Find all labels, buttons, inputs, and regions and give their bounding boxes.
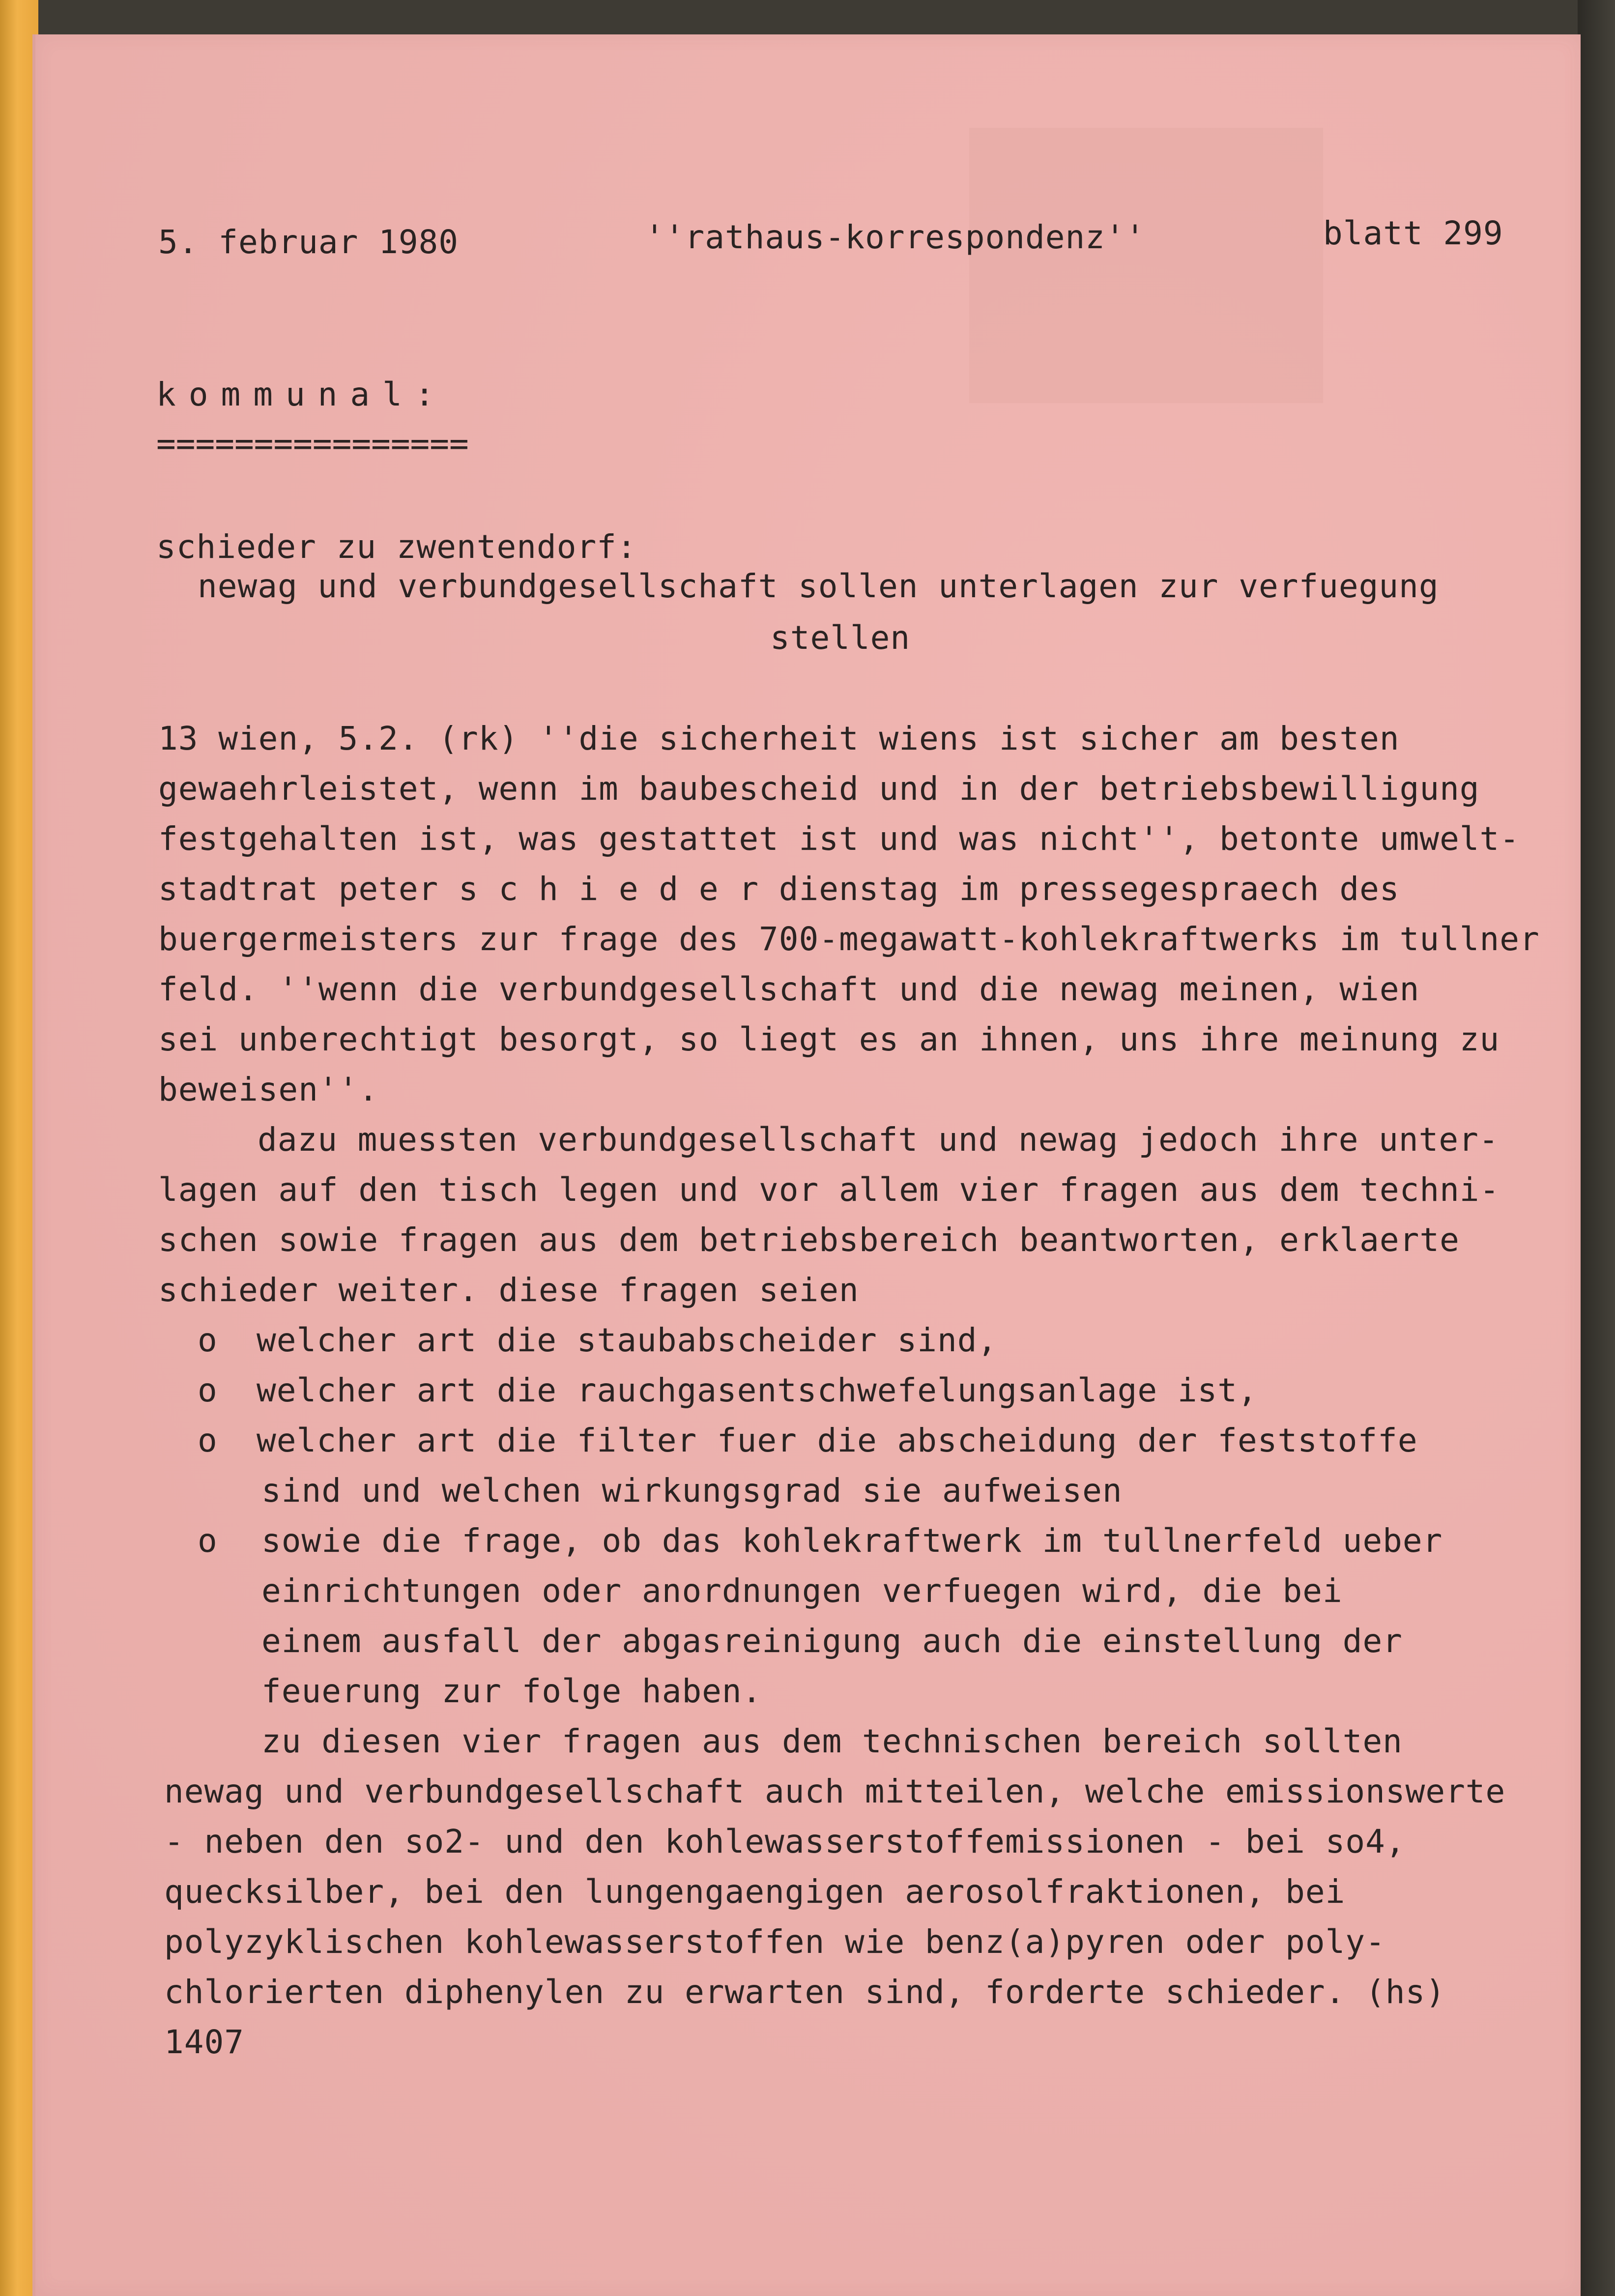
bullet-mark: o <box>198 1371 218 1409</box>
body-line: zu diesen vier fragen aus dem technischen bereich sollten <box>261 1722 1403 1760</box>
body-line: - neben den so2- und den kohlewasserstoffemissionen - bei so4, <box>164 1823 1406 1860</box>
bullet-text-continued: einem ausfall der abgasreinigung auch die einstellung der <box>261 1622 1403 1660</box>
bullet-text: sowie die frage, ob das kohlekraftwerk im tullnerfeld ueber <box>261 1522 1443 1560</box>
headline-line-3: stellen <box>770 619 911 657</box>
body-line: lagen auf den tisch legen und vor allem vier fragen aus dem techni- <box>158 1171 1500 1209</box>
bullet-text-continued: einrichtungen oder anordnungen verfuegen wird, die bei <box>261 1572 1343 1610</box>
header-sheet: blatt 299 <box>1323 214 1503 252</box>
bullet-text: welcher art die rauchgasentschwefelungsanlage ist, <box>257 1371 1258 1409</box>
body-line: schieder weiter. diese fragen seien <box>158 1271 859 1309</box>
body-line: quecksilber, bei den lungengaengigen aerosolfraktionen, bei <box>164 1873 1346 1911</box>
bullet-text-continued: feuerung zur folge haben. <box>261 1672 762 1710</box>
header-publication: ''rathaus-korrespondenz'' <box>645 218 1146 256</box>
bullet-mark: o <box>198 1321 218 1359</box>
body-line: beweisen''. <box>158 1071 379 1108</box>
body-line: buergermeisters zur frage des 700-megawatt-kohlekraftwerks im tullner <box>158 920 1540 958</box>
body-line: schen sowie fragen aus dem betriebsbereich beantworten, erklaerte <box>158 1221 1460 1259</box>
bullet-mark: o <box>198 1522 218 1560</box>
headline-line-2: newag und verbundgesellschaft sollen unterlagen zur verfuegung <box>198 567 1439 605</box>
body-line: festgehalten ist, was gestattet ist und was nicht'', betonte umwelt- <box>158 820 1520 858</box>
body-line: dazu muessten verbundgesellschaft und newag jedoch ihre unter- <box>258 1121 1499 1159</box>
scan-background <box>1578 0 1615 2296</box>
body-line: newag und verbundgesellschaft auch mitteilen, welche emissionswerte <box>164 1773 1506 1810</box>
bullet-text-continued: sind und welchen wirkungsgrad sie aufweisen <box>261 1472 1123 1510</box>
footer-code: 1407 <box>164 2023 244 2061</box>
body-line: sei unberechtigt besorgt, so liegt es an ihnen, uns ihre meinung zu <box>158 1020 1500 1058</box>
bullet-text: welcher art die staubabscheider sind, <box>257 1321 998 1359</box>
body-line: chlorierten diphenylen zu erwarten sind, forderte schieder. (hs) <box>164 1973 1446 2011</box>
body-line: stadtrat peter s c h i e d e r dienstag im pressegespraech des <box>158 870 1400 908</box>
body-line: 13 wien, 5.2. (rk) ''die sicherheit wiens ist sicher am besten <box>158 720 1400 757</box>
bullet-mark: o <box>198 1422 218 1459</box>
bleed-through-mark <box>969 128 1323 403</box>
section-label: kommunal: <box>156 376 447 413</box>
body-line: gewaehrleistet, wenn im baubescheid und in der betriebsbewilligung <box>158 770 1480 808</box>
section-underline: ================ <box>156 425 469 463</box>
body-line: polyzyklischen kohlewasserstoffen wie benz(a)pyren oder poly- <box>164 1923 1385 1961</box>
headline-line-1: schieder zu zwentendorf: <box>156 528 637 566</box>
bullet-text: welcher art die filter fuer die abscheidung der feststoffe <box>257 1422 1418 1459</box>
body-line: feld. ''wenn die verbundgesellschaft und die newag meinen, wien <box>158 970 1420 1008</box>
document-page <box>32 34 1581 2296</box>
header-date: 5. februar 1980 <box>158 223 459 261</box>
